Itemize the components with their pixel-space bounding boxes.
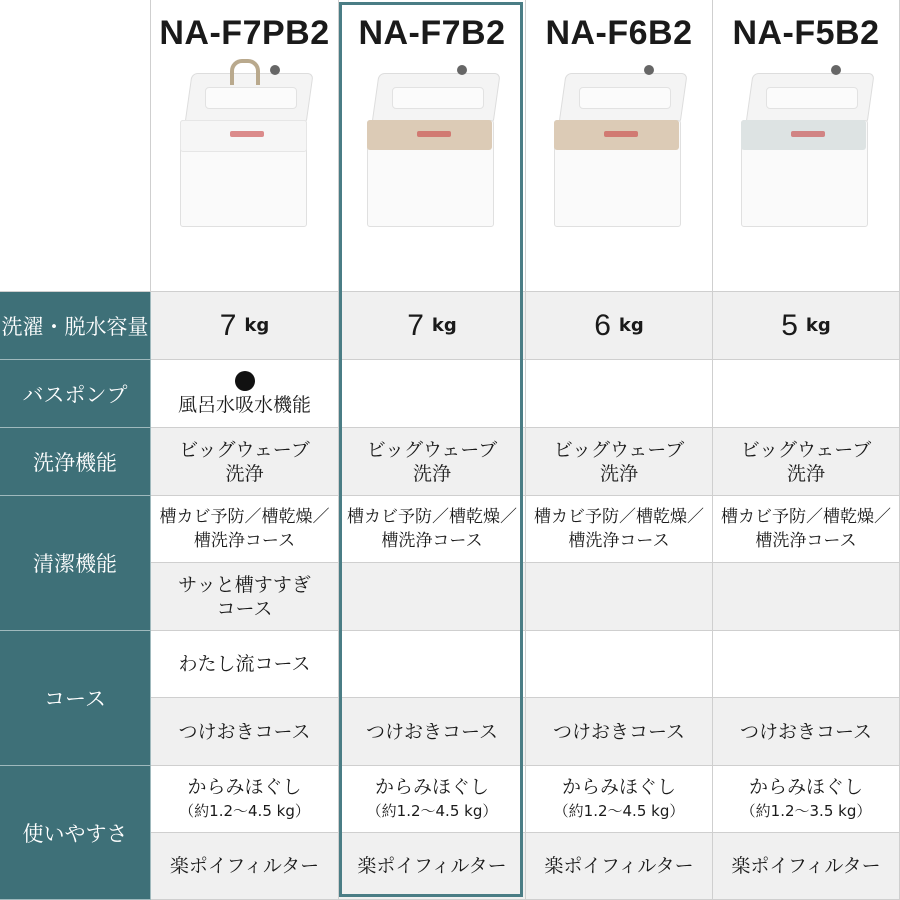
clean-a-cell <box>339 496 526 563</box>
bath-pump-hose-icon <box>230 59 260 85</box>
ease-a-range: （約1.2～4.5 kg） <box>179 802 310 820</box>
wash-cell <box>151 428 339 496</box>
row-header-capacity: 洗濯・脱水容量 <box>0 292 151 360</box>
capacity-value: 6 <box>594 308 611 342</box>
model-column-3 <box>526 0 713 292</box>
ease-a-line1: からみほぐし <box>187 776 302 798</box>
washing-machine-image <box>170 65 320 230</box>
model-name: NA-F5B2 <box>732 14 880 52</box>
model-name: NA-F7PB2 <box>159 14 330 52</box>
wash-cell <box>339 428 526 496</box>
washing-machine-image <box>357 65 507 230</box>
wash-line2: 洗浄 <box>412 462 451 485</box>
ease-b-cell: 楽ポイフィルター <box>526 833 713 900</box>
clean-a-cell <box>526 496 713 563</box>
clean-b-cell <box>151 563 339 631</box>
ease-a-cell <box>339 766 526 833</box>
clean-b-line1: サッと槽すすぎ <box>178 573 311 596</box>
model-name: NA-F6B2 <box>545 14 693 52</box>
clean-b-line2: コース <box>216 597 273 620</box>
capacity-unit: kg <box>805 315 831 336</box>
course-a-cell <box>339 631 526 698</box>
clean-a-line1: 槽カビ予防／槽乾燥／ <box>159 507 330 527</box>
model-column-1 <box>151 0 339 292</box>
ease-a-range: （約1.2～3.5 kg） <box>740 802 872 820</box>
capacity-cell <box>151 292 339 360</box>
capacity-value: 5 <box>781 308 798 342</box>
row-header-ease: 使いやすさ <box>0 766 151 900</box>
row-header-course: コース <box>0 631 151 766</box>
clean-b-cell <box>713 563 900 631</box>
knob-icon <box>644 65 654 75</box>
row-header-clean: 清潔機能 <box>0 496 151 631</box>
clean-a-line1: 槽カビ予防／槽乾燥／ <box>721 507 891 527</box>
bath-pump-cell <box>151 360 339 428</box>
model-column-2 <box>339 0 526 292</box>
wash-cell <box>713 428 900 496</box>
ease-a-line1: からみほぐし <box>748 776 863 798</box>
capacity-cell <box>526 292 713 360</box>
ease-a-range: （約1.2～4.5 kg） <box>366 802 498 820</box>
clean-a-line2: 槽洗浄コース <box>755 531 857 551</box>
knob-icon <box>457 65 467 75</box>
ease-a-line1: からみほぐし <box>374 776 489 798</box>
ease-a-cell <box>151 766 339 833</box>
wash-line2: 洗浄 <box>786 462 825 485</box>
wash-line2: 洗浄 <box>599 462 638 485</box>
course-b-cell: つけおきコース <box>526 698 713 766</box>
wash-line1: ビッグウェーブ <box>179 438 310 461</box>
available-dot-icon <box>235 371 255 391</box>
clean-b-cell <box>339 563 526 631</box>
course-b-cell: つけおきコース <box>339 698 526 766</box>
ease-b-cell: 楽ポイフィルター <box>339 833 526 900</box>
washing-machine-image <box>731 65 881 230</box>
row-header-wash: 洗浄機能 <box>0 428 151 496</box>
capacity-cell <box>713 292 900 360</box>
capacity-value: 7 <box>407 308 424 342</box>
corner-cell <box>0 0 151 292</box>
ease-a-cell <box>526 766 713 833</box>
ease-b-cell: 楽ポイフィルター <box>151 833 339 900</box>
bath-pump-cell <box>713 360 900 428</box>
clean-a-cell <box>151 496 339 563</box>
ease-b-cell: 楽ポイフィルター <box>713 833 900 900</box>
bath-pump-cell <box>526 360 713 428</box>
knob-icon <box>831 65 841 75</box>
bath-pump-text: 風呂水吸水機能 <box>177 393 311 416</box>
course-b-cell: つけおきコース <box>713 698 900 766</box>
capacity-unit: kg <box>431 315 457 336</box>
capacity-unit: kg <box>618 315 644 336</box>
clean-a-line2: 槽洗浄コース <box>381 531 483 551</box>
clean-a-line1: 槽カビ予防／槽乾燥／ <box>347 507 517 527</box>
knob-icon <box>270 65 280 75</box>
clean-a-cell <box>713 496 900 563</box>
wash-cell <box>526 428 713 496</box>
row-header-bath-pump: バスポンプ <box>0 360 151 428</box>
model-name: NA-F7B2 <box>358 14 506 52</box>
clean-a-line2: 槽洗浄コース <box>193 531 296 551</box>
course-a-cell <box>526 631 713 698</box>
capacity-value: 7 <box>219 308 237 342</box>
clean-b-cell <box>526 563 713 631</box>
course-a-cell <box>713 631 900 698</box>
capacity-cell <box>339 292 526 360</box>
wash-line1: ビッグウェーブ <box>366 438 498 461</box>
ease-a-cell <box>713 766 900 833</box>
model-column-4 <box>713 0 900 292</box>
wash-line2: 洗浄 <box>225 462 264 485</box>
ease-a-line1: からみほぐし <box>561 776 676 798</box>
clean-a-line1: 槽カビ予防／槽乾燥／ <box>534 507 704 527</box>
wash-line1: ビッグウェーブ <box>553 438 685 461</box>
course-a-cell: わたし流コース <box>151 631 339 698</box>
bath-pump-cell <box>339 360 526 428</box>
wash-line1: ビッグウェーブ <box>740 438 872 461</box>
ease-a-range: （約1.2～4.5 kg） <box>553 802 685 820</box>
washing-machine-image <box>544 65 694 230</box>
capacity-unit: kg <box>244 315 270 336</box>
course-b-cell: つけおきコース <box>151 698 339 766</box>
clean-a-line2: 槽洗浄コース <box>568 531 670 551</box>
